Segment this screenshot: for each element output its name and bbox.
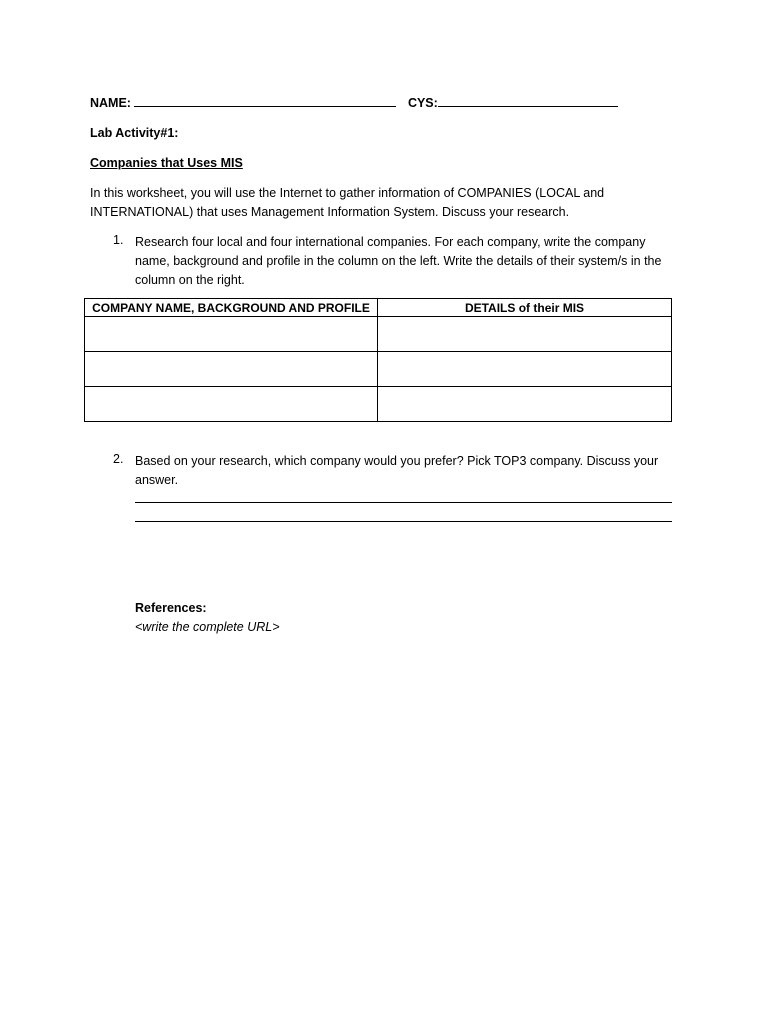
company-cell[interactable] — [85, 352, 378, 387]
company-cell[interactable] — [85, 317, 378, 352]
question-2-number: 2. — [113, 452, 124, 466]
table-row — [85, 352, 672, 387]
table-row — [85, 317, 672, 352]
references-hint: <write the complete URL> — [135, 620, 280, 634]
company-cell[interactable] — [85, 387, 378, 422]
references-label: References: — [135, 601, 207, 615]
question-2-text: Based on your research, which company would you prefer? Pick TOP3 company. Discuss your answer. — [135, 454, 659, 487]
lab-title: Lab Activity#1: — [90, 126, 179, 140]
name-blank-line[interactable] — [134, 94, 396, 107]
cys-blank-line[interactable] — [438, 94, 618, 107]
table-header-row — [85, 299, 672, 317]
answer-line[interactable] — [135, 502, 672, 503]
mis-details-cell[interactable] — [378, 352, 672, 387]
company-mis-table — [84, 298, 672, 422]
intro-paragraph: In this worksheet, you will use the Internet to gather information of COMPANIES (LOCAL and INTERNATIONAL) that uses Management Information System. Discuss your research. — [90, 186, 605, 219]
column-header-company: COMPANY NAME, BACKGROUND AND PROFILE — [85, 299, 378, 317]
activity-subtitle: Companies that Uses MIS — [90, 156, 243, 170]
table-row — [85, 387, 672, 422]
mis-details-cell[interactable] — [378, 387, 672, 422]
header-fields — [90, 94, 618, 110]
question-1-number: 1. — [113, 233, 124, 247]
question-1-text: Research four local and four international companies. For each company, write the company name, background and profile in the column on the left. Write the details of their system/s in the column on the right. — [135, 235, 662, 287]
mis-details-cell[interactable] — [378, 317, 672, 352]
column-header-mis-details: DETAILS of their MIS — [378, 299, 672, 317]
name-label: NAME: — [90, 96, 131, 110]
answer-line[interactable] — [135, 521, 672, 522]
cys-label: CYS: — [407, 96, 438, 110]
